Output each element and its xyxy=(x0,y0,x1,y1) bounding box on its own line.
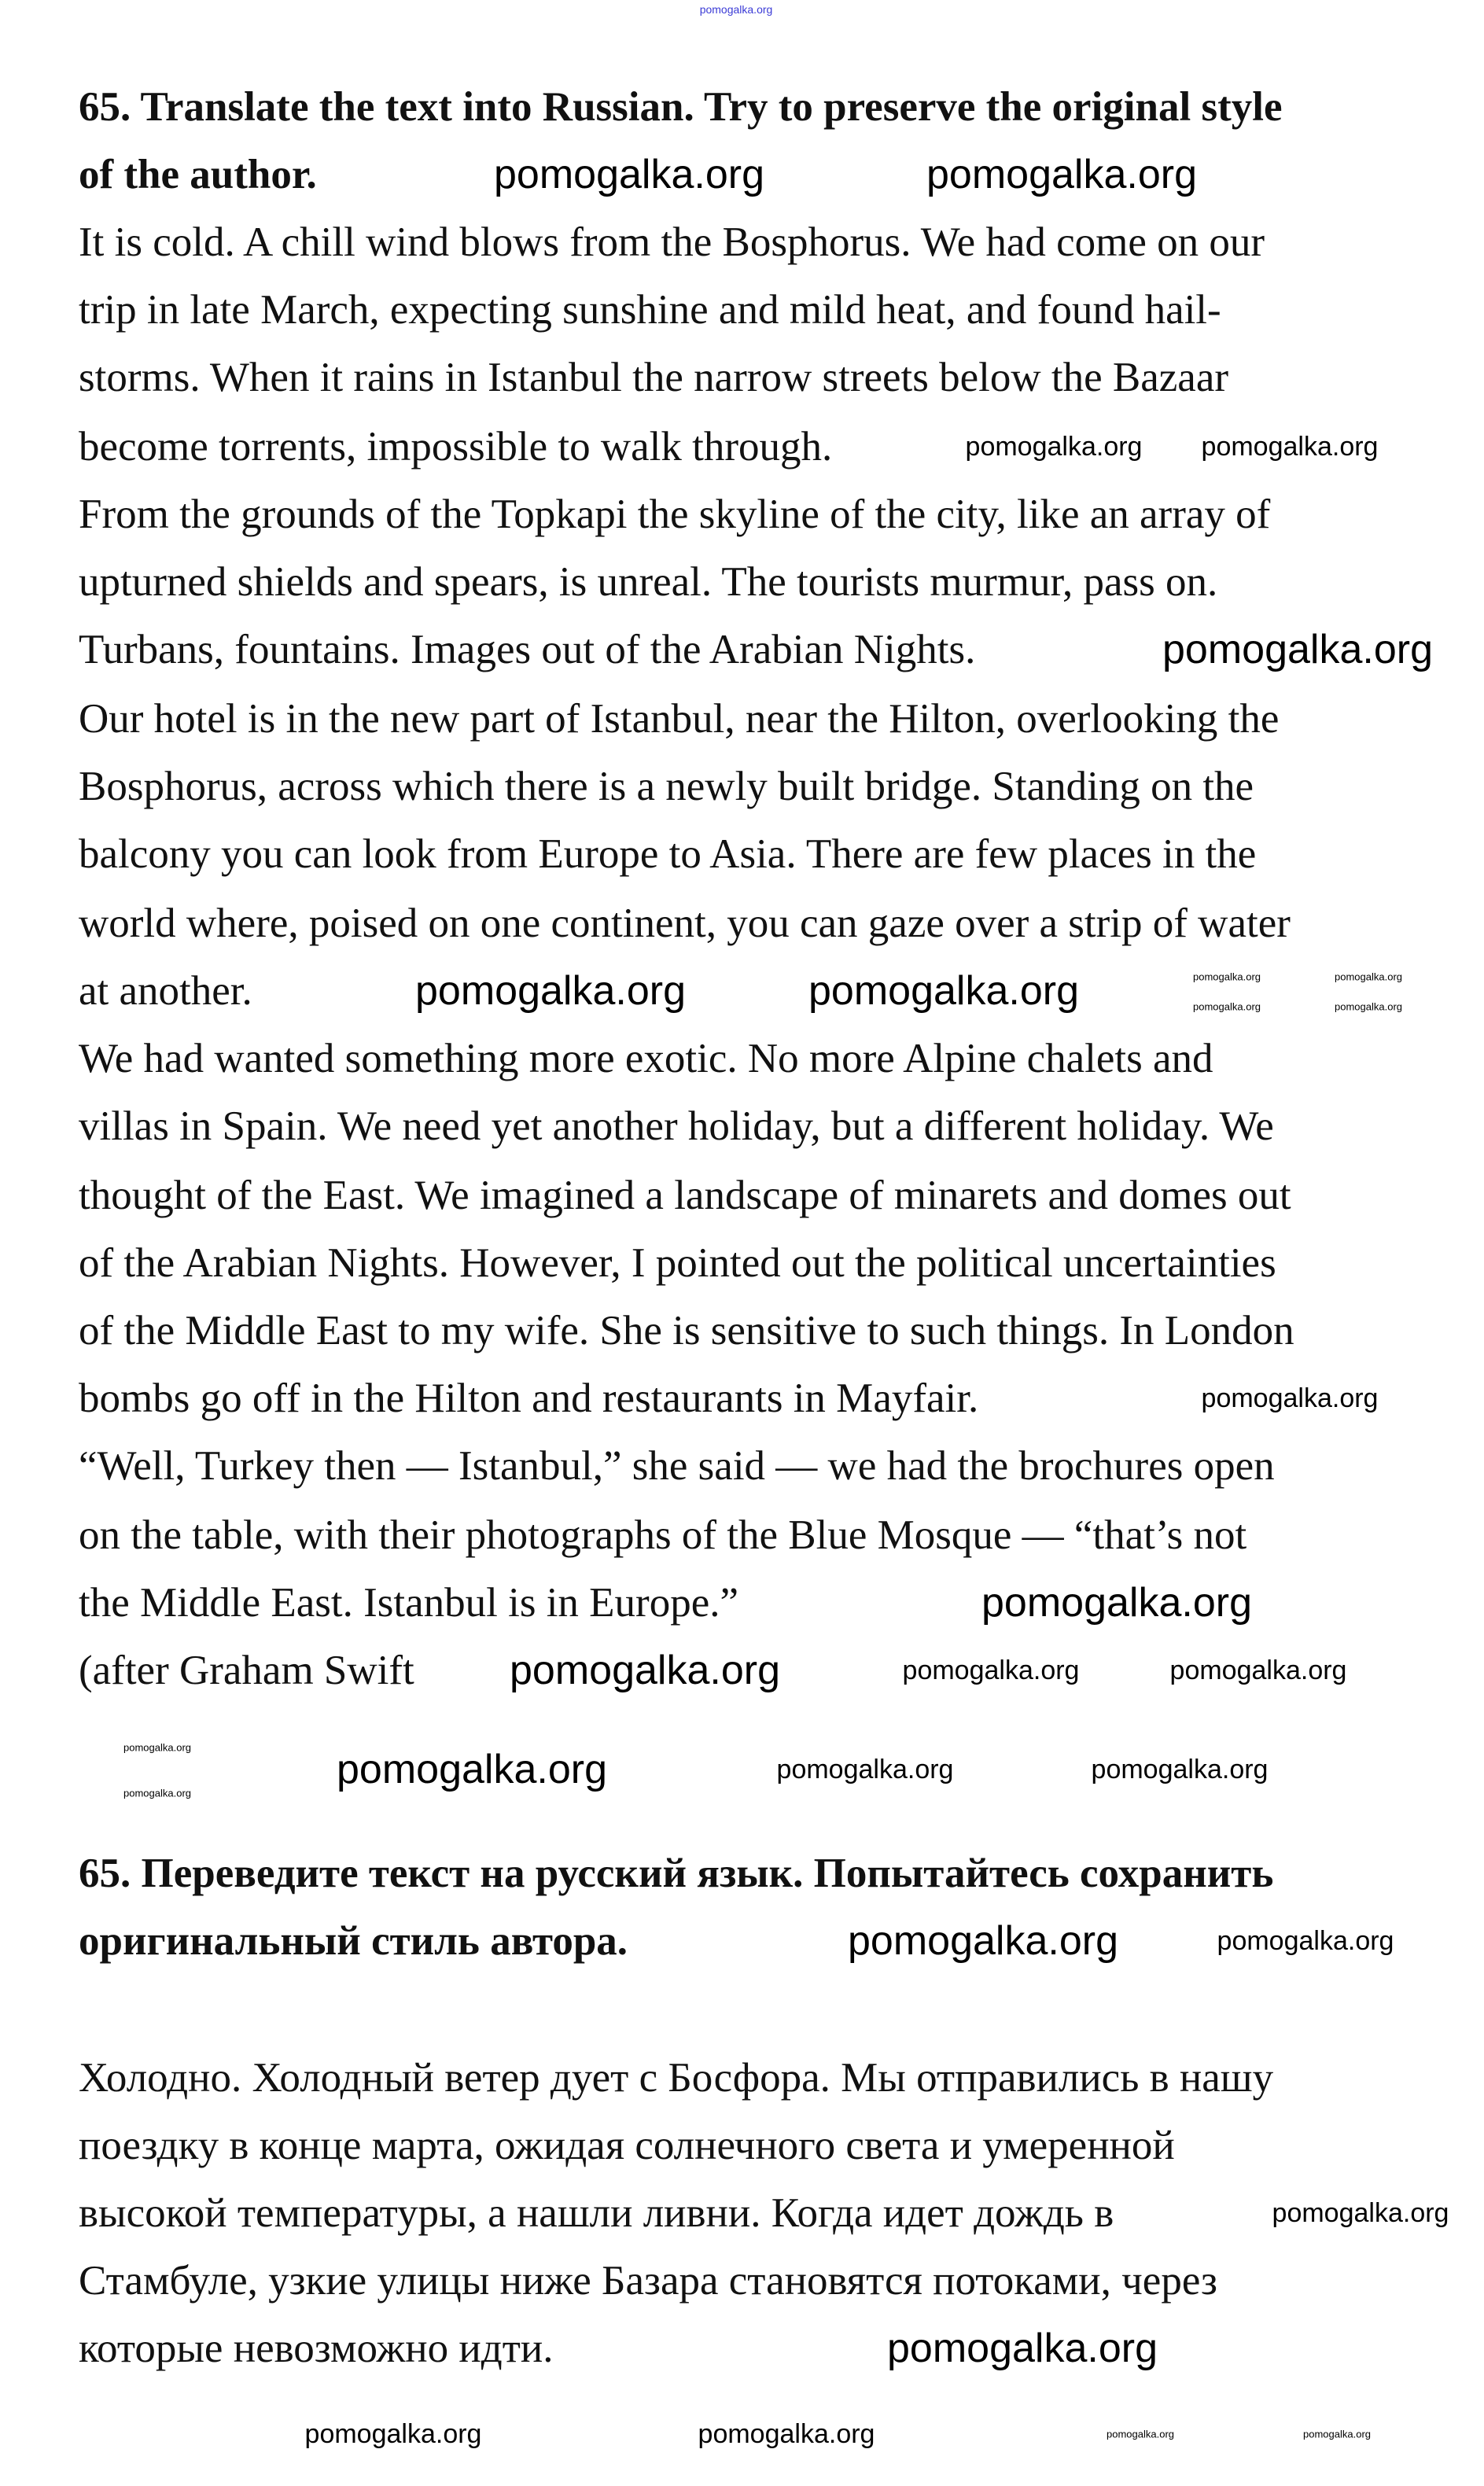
russian-body-line: Холодно. Холодный ветер дует с Босфора. Мы отправились в нашу xyxy=(79,2055,1274,2101)
english-body-line: Bosphorus, across which there is a newly built bridge. Standing on the xyxy=(79,764,1254,809)
english-body-line: It is cold. A chill wind blows from the Bosphorus. We had come on our xyxy=(79,219,1265,265)
watermark: pomogalka.org xyxy=(1201,432,1379,462)
watermark: pomogalka.org xyxy=(902,1655,1080,1685)
watermark: pomogalka.org xyxy=(1169,1655,1347,1685)
english-body-line: of the Arabian Nights. However, I pointed out the political uncertainties xyxy=(79,1240,1276,1286)
english-body-line: bombs go off in the Hilton and restaurants in Mayfair. xyxy=(79,1376,979,1421)
watermark: pomogalka.org xyxy=(887,2326,1158,2371)
english-body-line: storms. When it rains in Istanbul the narrow streets below the Bazaar xyxy=(79,355,1229,400)
english-body-line: become torrents, impossible to walk through. xyxy=(79,424,833,470)
watermark: pomogalka.org xyxy=(123,1741,191,1754)
english-heading-line: of the author. xyxy=(79,152,317,197)
watermark: pomogalka.org xyxy=(1335,1000,1402,1013)
watermark: pomogalka.org xyxy=(776,1755,954,1784)
english-body-line: From the grounds of the Topkapi the skyline of the city, like an array of xyxy=(79,492,1271,537)
english-body-line: at another. xyxy=(79,968,252,1014)
english-body-line: Our hotel is in the new part of Istanbul, near the Hilton, overlooking the xyxy=(79,696,1280,742)
watermark: pomogalka.org xyxy=(1162,627,1433,672)
watermark: pomogalka.org xyxy=(699,3,773,16)
english-body-line: “Well, Turkey then — Istanbul,” she said — we had the brochures open xyxy=(79,1443,1275,1489)
watermark: pomogalka.org xyxy=(808,968,1079,1014)
russian-body-line: поездку в конце марта, ожидая солнечного света и умеренной xyxy=(79,2123,1175,2168)
russian-heading-line: 65. Переведите текст на русский язык. Попытайтесь сохранить xyxy=(79,1851,1274,1896)
english-body-line: balcony you can look from Europe to Asia. There are few places in the xyxy=(79,831,1257,877)
watermark: pomogalka.org xyxy=(494,152,764,197)
english-body-line: world where, poised on one continent, you can gaze over a strip of water xyxy=(79,900,1291,946)
watermark: pomogalka.org xyxy=(926,152,1197,197)
english-body-line: the Middle East. Istanbul is in Europe.” xyxy=(79,1580,738,1626)
watermark: pomogalka.org xyxy=(123,1787,191,1799)
watermark: pomogalka.org xyxy=(981,1580,1252,1626)
english-body-line: Turbans, fountains. Images out of the Arabian Nights. xyxy=(79,627,976,672)
english-body-line: (after Graham Swift xyxy=(79,1648,414,1693)
watermark: pomogalka.org xyxy=(1193,970,1261,983)
russian-body-line: Стамбуле, узкие улицы ниже Базара становятся потоками, через xyxy=(79,2258,1217,2304)
watermark: pomogalka.org xyxy=(1193,1000,1261,1013)
english-body-line: We had wanted something more exotic. No more Alpine chalets and xyxy=(79,1036,1213,1081)
watermark: pomogalka.org xyxy=(848,1918,1118,1964)
english-body-line: villas in Spain. We need yet another holiday, but a different holiday. We xyxy=(79,1103,1274,1149)
watermark: pomogalka.org xyxy=(1335,970,1402,983)
watermark: pomogalka.org xyxy=(1201,1383,1379,1413)
russian-heading-line: оригинальный стиль автора. xyxy=(79,1918,628,1964)
watermark: pomogalka.org xyxy=(1107,2428,1174,2440)
watermark: pomogalka.org xyxy=(415,968,686,1014)
english-body-line: on the table, with their photographs of the Blue Mosque — “that’s not xyxy=(79,1512,1247,1558)
russian-body-line: высокой температуры, а нашли ливни. Когда идет дождь в xyxy=(79,2190,1114,2236)
english-heading-line: 65. Translate the text into Russian. Try to preserve the original style xyxy=(79,84,1283,130)
watermark: pomogalka.org xyxy=(1217,1926,1394,1956)
english-body-line: trip in late March, expecting sunshine and mild heat, and found hail- xyxy=(79,287,1221,333)
watermark: pomogalka.org xyxy=(510,1648,780,1693)
watermark: pomogalka.org xyxy=(337,1747,607,1792)
english-body-line: upturned shields and spears, is unreal. The tourists murmur, pass on. xyxy=(79,559,1218,605)
watermark: pomogalka.org xyxy=(304,2419,482,2449)
watermark: pomogalka.org xyxy=(1303,2428,1371,2440)
watermark: pomogalka.org xyxy=(1272,2198,1449,2228)
russian-body-line: которые невозможно идти. xyxy=(79,2326,554,2371)
english-body-line: thought of the East. We imagined a landscape of minarets and domes out xyxy=(79,1173,1291,1218)
watermark: pomogalka.org xyxy=(698,2419,875,2449)
watermark: pomogalka.org xyxy=(965,432,1143,462)
watermark: pomogalka.org xyxy=(1091,1755,1269,1784)
english-body-line: of the Middle East to my wife. She is sensitive to such things. In London xyxy=(79,1308,1294,1353)
